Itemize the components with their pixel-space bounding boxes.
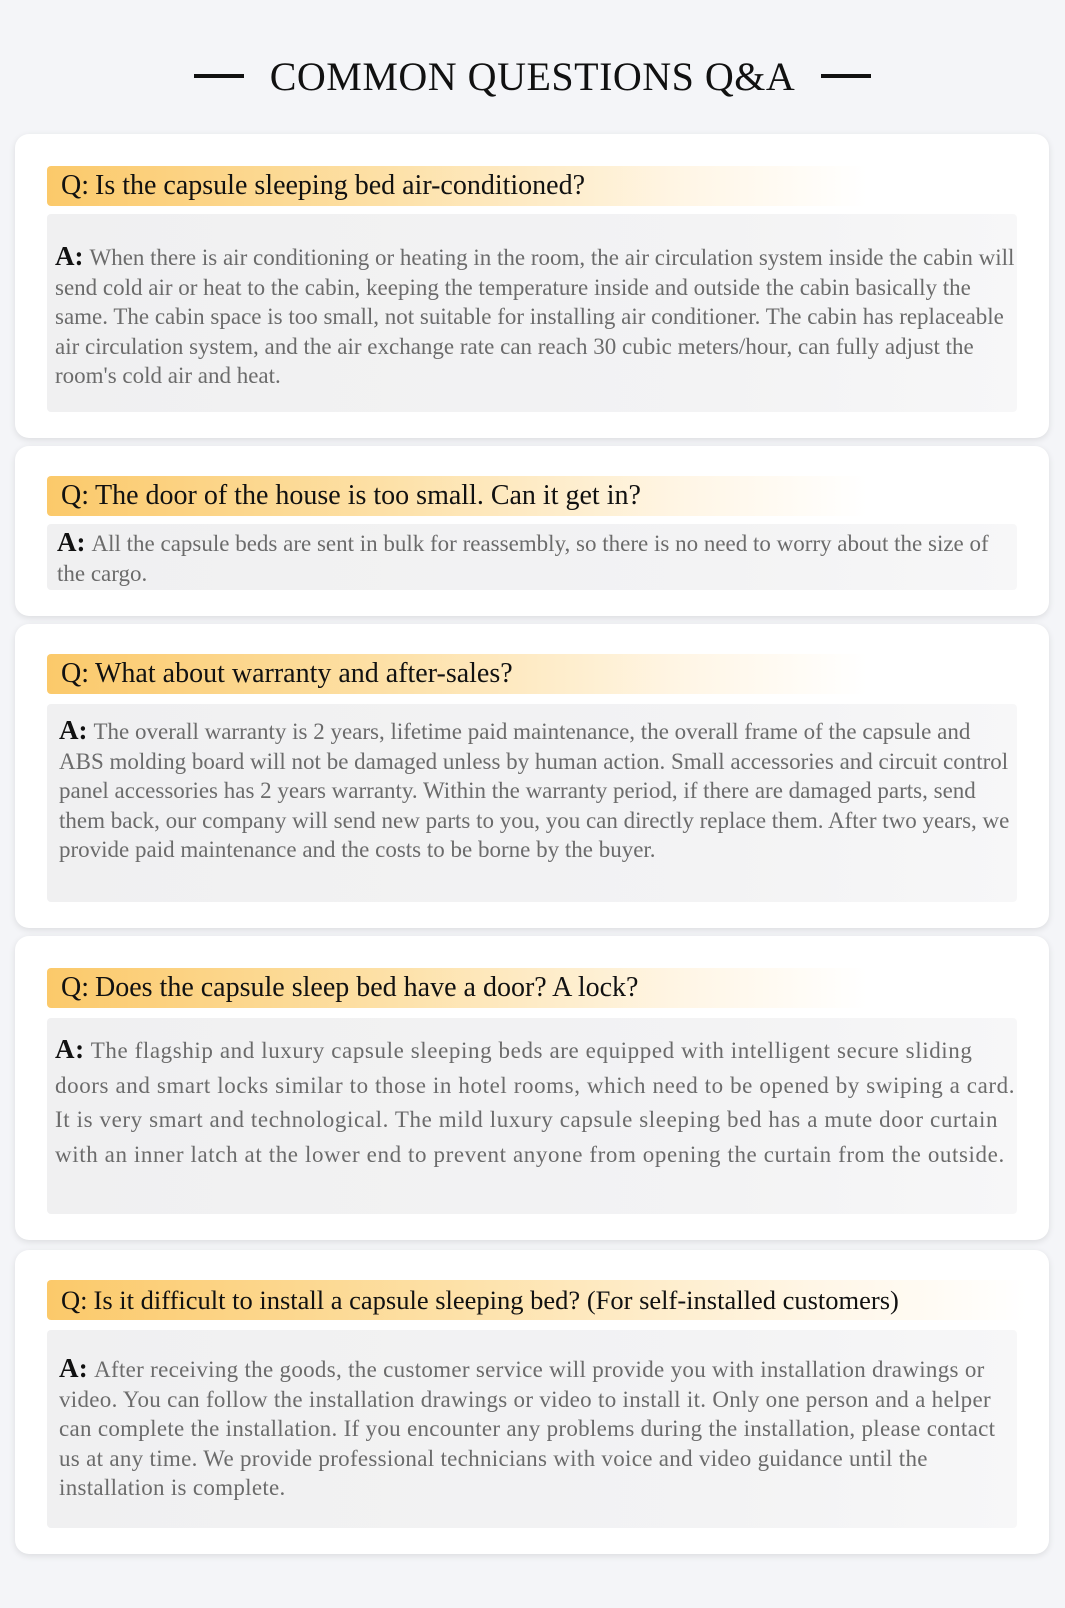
answer xyxy=(55,242,1017,391)
question-bar xyxy=(47,654,867,694)
question-bar xyxy=(47,476,867,516)
question-text: What about warranty and after-sales? xyxy=(95,658,513,689)
question-text: The door of the house is too small. Can it get in? xyxy=(95,480,641,511)
header-left-rule xyxy=(194,74,244,78)
answer xyxy=(57,528,1017,588)
question-text: Is it difficult to install a capsule sleeping bed? (For self-installed customers) xyxy=(93,1285,899,1315)
answer-prefix: A: xyxy=(57,527,86,557)
answer-text: When there is air conditioning or heating in the room, the air circulation system inside the cabin will send cold air or heat to the cabin, keeping the temperature inside and outside the cabin basically the same. The cabin space is too small, not suitable for installing air conditioner. The cabin has replaceable air circulation system, and the air exchange rate can reach 30 cubic meters/hour, can fully adjust the room's cold air and heat. xyxy=(55,245,1015,388)
question-prefix: Q: xyxy=(61,480,89,511)
answer xyxy=(59,1354,1017,1503)
question-prefix: Q: xyxy=(61,170,89,201)
answer-text: The overall warranty is 2 years, lifetime paid maintenance, the overall frame of the capsule and ABS molding board will not be damaged unless by human action. Small accessories and circuit control panel accessories has 2 years warranty. Within the warranty period, if there are damaged parts, send them back, our company will send new parts to you, you can directly replace them. After two years, we provide paid maintenance and the costs to be borne by the buyer. xyxy=(59,719,1010,862)
question-text: Does the capsule sleep bed have a door? A lock? xyxy=(95,972,639,1003)
answer xyxy=(55,1032,1017,1172)
answer-text: After receiving the goods, the customer service will provide you with installation drawings or video. You can follow the installation drawings or video to install it. Only one person and a helper can complete the installation. If you encounter any problems during the installation, please contact us at any time. We provide professional technicians with voice and video guidance until the installation is complete. xyxy=(59,1357,996,1500)
answer-prefix: A: xyxy=(59,715,88,745)
answer-box xyxy=(47,214,1017,412)
answer xyxy=(59,716,1017,865)
answer-box xyxy=(47,524,1017,590)
question-bar xyxy=(47,166,867,206)
question-text: Is the capsule sleeping bed air-conditioned? xyxy=(95,170,586,201)
answer-text: The flagship and luxury capsule sleeping beds are equipped with intelligent secure sliding doors and smart locks similar to those in hotel rooms, which need to be opened by swiping a card. It is very smart and technological. The mild luxury capsule sleeping bed has a mute door curtain with an inner latch at the lower end to prevent anyone from opening the curtain from the outside. xyxy=(55,1038,1016,1167)
question xyxy=(61,166,585,206)
answer-box xyxy=(47,1330,1017,1528)
qa-card-1 xyxy=(15,134,1049,438)
question xyxy=(61,968,638,1008)
question xyxy=(61,1280,899,1320)
question xyxy=(61,476,641,516)
answer-prefix: A: xyxy=(59,1353,89,1383)
question-bar xyxy=(47,1280,1027,1320)
question-bar xyxy=(47,968,867,1008)
answer-prefix: A: xyxy=(55,1034,85,1064)
question-prefix: Q: xyxy=(61,658,89,689)
page-title: COMMON QUESTIONS Q&A xyxy=(269,53,796,99)
answer-text: All the capsule beds are sent in bulk for reassembly, so there is no need to worry about the size of the cargo. xyxy=(57,531,989,586)
answer-box xyxy=(47,1018,1017,1214)
answer-box xyxy=(47,704,1017,902)
qa-card-5 xyxy=(15,1250,1049,1554)
qa-card-2 xyxy=(15,446,1049,616)
header-right-rule xyxy=(821,74,871,78)
answer-prefix: A: xyxy=(55,241,84,271)
qa-card-4 xyxy=(15,936,1049,1240)
question-prefix: Q: xyxy=(61,972,89,1003)
question-prefix: Q: xyxy=(61,1285,88,1315)
question xyxy=(61,654,513,694)
qa-card-3 xyxy=(15,624,1049,928)
page-header xyxy=(0,38,1065,114)
